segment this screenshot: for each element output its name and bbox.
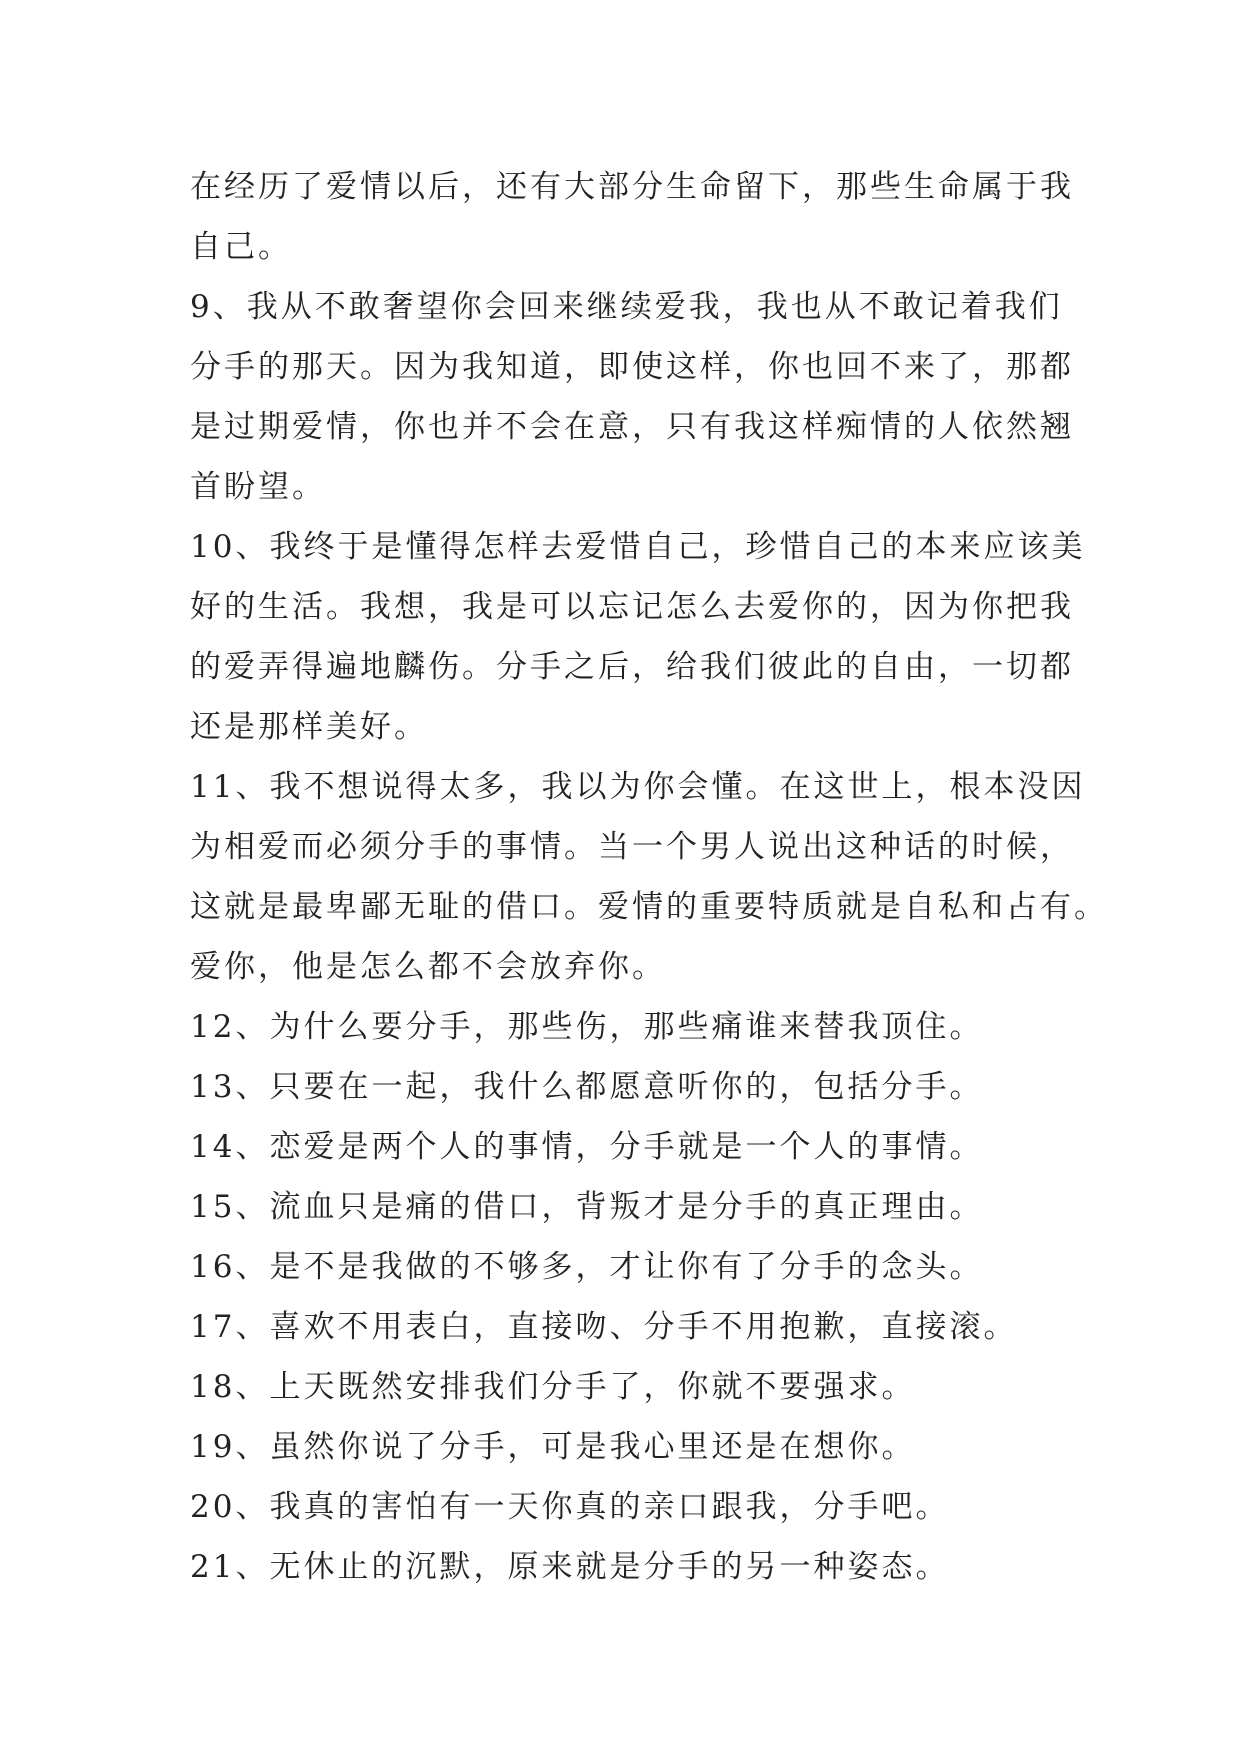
text-line: 分手的那天。因为我知道，即使这样，你也回不来了，那都: [190, 349, 1074, 385]
text-line: 17、喜欢不用表白，直接吻、分手不用抱歉，直接滚。: [190, 1309, 1018, 1345]
text-line: 为相爱而必须分手的事情。当一个男人说出这种话的时候，: [190, 829, 1074, 865]
text-line: 10、我终于是懂得怎样去爱惜自己，珍惜自己的本来应该美: [190, 529, 1086, 565]
text-line: 21、无休止的沉默，原来就是分手的另一种姿态。: [190, 1549, 950, 1585]
text-line: 9、我从不敢奢望你会回来继续爱我，我也从不敢记着我们: [190, 289, 1063, 325]
text-line: 好的生活。我想，我是可以忘记怎么去爱你的，因为你把我: [190, 589, 1074, 625]
document-body: [190, 157, 1108, 1597]
text-line: 还是那样美好。: [190, 709, 428, 745]
text-line: 爱你，他是怎么都不会放弃你。: [190, 949, 666, 985]
text-line: 自己。: [190, 229, 292, 265]
text-line: 13、只要在一起，我什么都愿意听你的，包括分手。: [190, 1069, 984, 1105]
text-line: 这就是最卑鄙无耻的借口。爱情的重要特质就是自私和占有。: [190, 889, 1108, 925]
text-line: 首盼望。: [190, 469, 326, 505]
text-line: 16、是不是我做的不够多，才让你有了分手的念头。: [190, 1249, 984, 1285]
text-line: 20、我真的害怕有一天你真的亲口跟我，分手吧。: [190, 1489, 950, 1525]
text-line: 是过期爱情，你也并不会在意，只有我这样痴情的人依然翘: [190, 409, 1074, 445]
text-line: 19、虽然你说了分手，可是我心里还是在想你。: [190, 1429, 916, 1465]
text-line: 的爱弄得遍地麟伤。分手之后，给我们彼此的自由，一切都: [190, 649, 1074, 685]
text-line: 18、上天既然安排我们分手了，你就不要强求。: [190, 1369, 916, 1405]
text-line: 12、为什么要分手，那些伤，那些痛谁来替我顶住。: [190, 1009, 984, 1045]
text-line: 11、我不想说得太多，我以为你会懂。在这世上，根本没因: [190, 769, 1086, 805]
text-line: 14、恋爱是两个人的事情，分手就是一个人的事情。: [190, 1129, 984, 1165]
text-line: 15、流血只是痛的借口，背叛才是分手的真正理由。: [190, 1189, 984, 1225]
text-line: 在经历了爱情以后，还有大部分生命留下，那些生命属于我: [190, 169, 1074, 205]
